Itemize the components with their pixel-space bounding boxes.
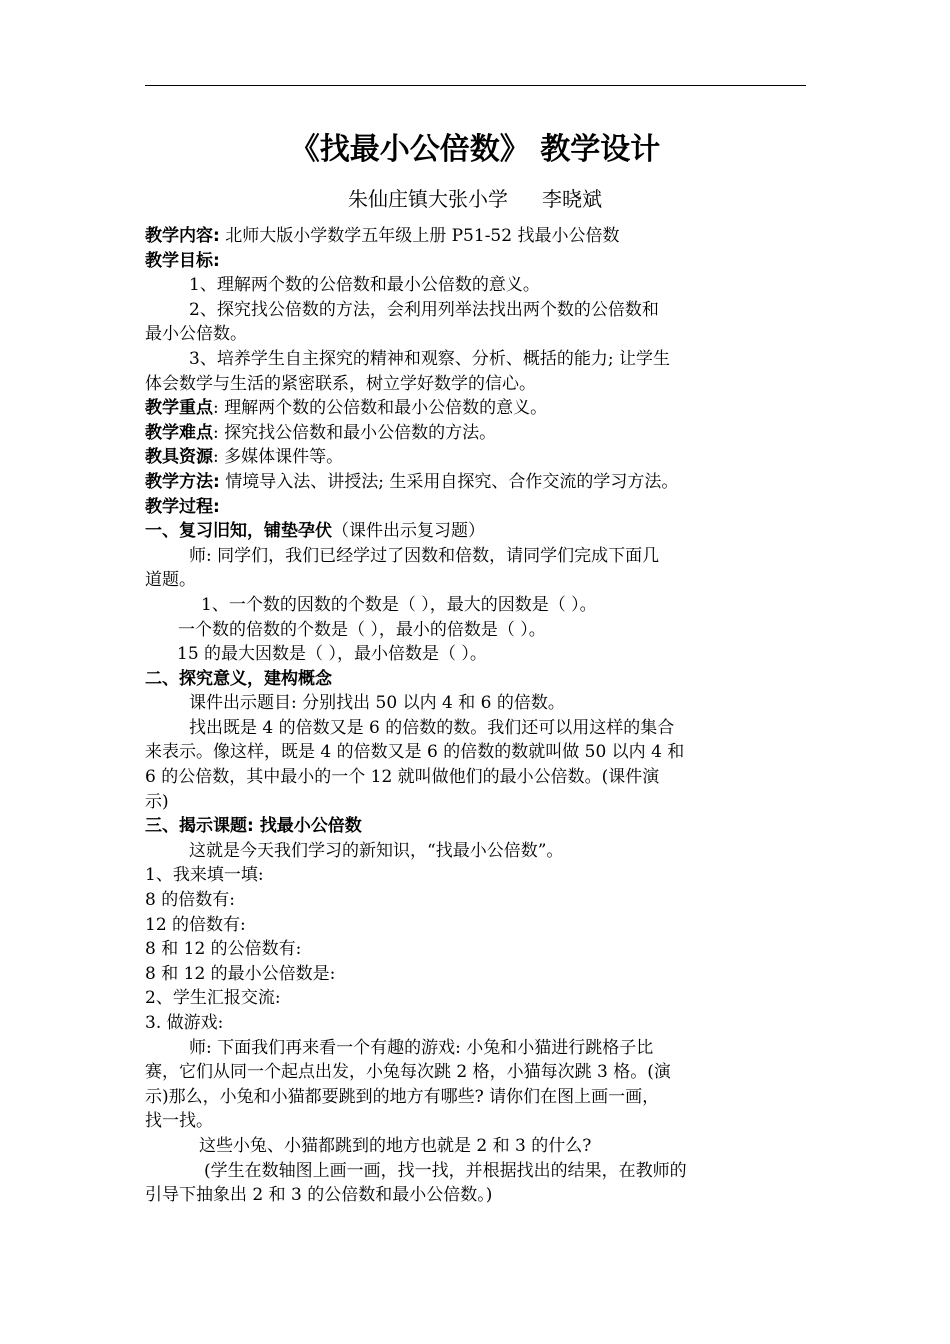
game-question: 这些小兔、小猫都跳到的地方也就是 2 和 3 的什么? [199,1135,592,1156]
section2-heading: 二、探究意义，建构概念 [145,668,332,689]
document-body [145,224,811,1208]
page-title: 《找最小公倍数》 教学设计 [289,132,661,167]
author-name: 李晓斌 [542,187,602,211]
key-point-text: : 理解两个数的公倍数和最小公倍数的意义。 [213,398,548,419]
section2-p2-line2: 来表示。像这样，既是 4 的倍数又是 6 的倍数的数就叫做 50 以内 4 和 [145,742,685,763]
game-line-4: 找一找。 [145,1111,213,1132]
resources-line [145,445,811,470]
section3-item3: 3. 做游戏: [145,1013,224,1033]
byline [0,184,950,214]
summary-line-2: 引导下抽象出 2 和 3 的公倍数和最小公倍数。) [145,1185,493,1206]
section3-intro: 这就是今天我们学习的新知识，“找最小公倍数”。 [189,840,564,861]
key-point-line [145,396,811,421]
difficulty-text: : 探究找公倍数和最小公倍数的方法。 [213,422,497,443]
objective-2-line1: 2、探究找公倍数的方法，会利用列举法找出两个数的公倍数和 [189,299,659,320]
section1-p1-line1: 师: 同学们，我们已经学过了因数和倍数，请同学们完成下面几 [189,545,660,566]
section2-p1: 课件出示题目: 分别找出 50 以内 4 和 6 的倍数。 [189,693,565,714]
school-name: 朱仙庄镇大张小学 [348,187,508,211]
difficulty-label: 教学难点 [145,422,213,443]
section2-p2-line3: 6 的公倍数，其中最小的一个 12 就叫做他们的最小公倍数。(课件演 [145,767,660,788]
section1-p1-line2: 道题。 [145,570,196,591]
methods-label: 教学方法: [145,471,220,492]
section2-p2-line1: 找出既是 4 的倍数又是 6 的倍数的数。我们还可以用这样的集合 [189,717,675,738]
section3-heading: 三、揭示课题: 找最小公倍数 [145,816,362,837]
section1-note: （课件出示复习题） [332,521,485,542]
review-question-1: 1、一个数的因数的个数是（ ），最大的因数是（ ）。 [201,594,597,615]
fill-line-4: 8 和 12 的最小公倍数是: [145,963,336,984]
objective-2-line2: 最小公倍数。 [145,324,247,345]
game-line-2: 赛，它们从同一个起点出发，小兔每次跳 2 格，小猫每次跳 3 格。(演 [145,1062,671,1083]
review-question-2: 一个数的倍数的个数是（ ），最小的倍数是（ ）。 [178,619,546,640]
content-label: 教学内容: [145,226,220,246]
section1-heading: 一、复习旧知，铺垫孕伏 [145,521,332,542]
methods-line [145,470,811,495]
summary-line-1: (学生在数轴图上画一画，找一找，并根据找出的结果，在教师的 [204,1160,687,1181]
resources-text: : 多媒体课件等。 [213,447,344,468]
game-line-3: 示)那么，小兔和小猫都要跳到的地方有哪些? 请你们在图上画一画， [145,1086,660,1107]
objective-3-line2: 体会数学与生活的紧密联系，树立学好数学的信心。 [145,373,536,394]
methods-text: 情境导入法、讲授法; 生采用自探究、合作交流的学习方法。 [219,471,679,492]
section2-p2-line4: 示) [145,791,169,812]
objective-3-line1: 3、培养学生自主探究的精神和观察、分析、概括的能力; 让学生 [189,348,670,369]
resources-label: 教具资源 [145,447,213,468]
header-rule [145,85,806,86]
difficulty-line [145,421,811,446]
game-line-1: 师: 下面我们再来看一个有趣的游戏: 小兔和小猫进行跳格子比 [189,1037,654,1058]
content-text: 北师大版小学数学五年级上册 P51-52 找最小公倍数 [219,226,620,246]
fill-line-3: 8 和 12 的公倍数有: [145,939,302,960]
review-question-3: 15 的最大因数是（ ），最小倍数是（ ）。 [177,644,487,665]
section3-item1: 1、我来填一填: [145,865,264,886]
section3-item2: 2、学生汇报交流: [145,988,281,1009]
section1-heading-line [145,519,811,544]
content-line [145,224,811,249]
objective-1: 1、理解两个数的公倍数和最小公倍数的意义。 [189,275,540,296]
process-label: 教学过程: [145,496,220,517]
fill-line-2: 12 的倍数有: [145,914,246,935]
fill-line-1: 8 的倍数有: [145,890,235,911]
objectives-label: 教学目标: [145,250,220,271]
key-point-label: 教学重点 [145,398,213,419]
